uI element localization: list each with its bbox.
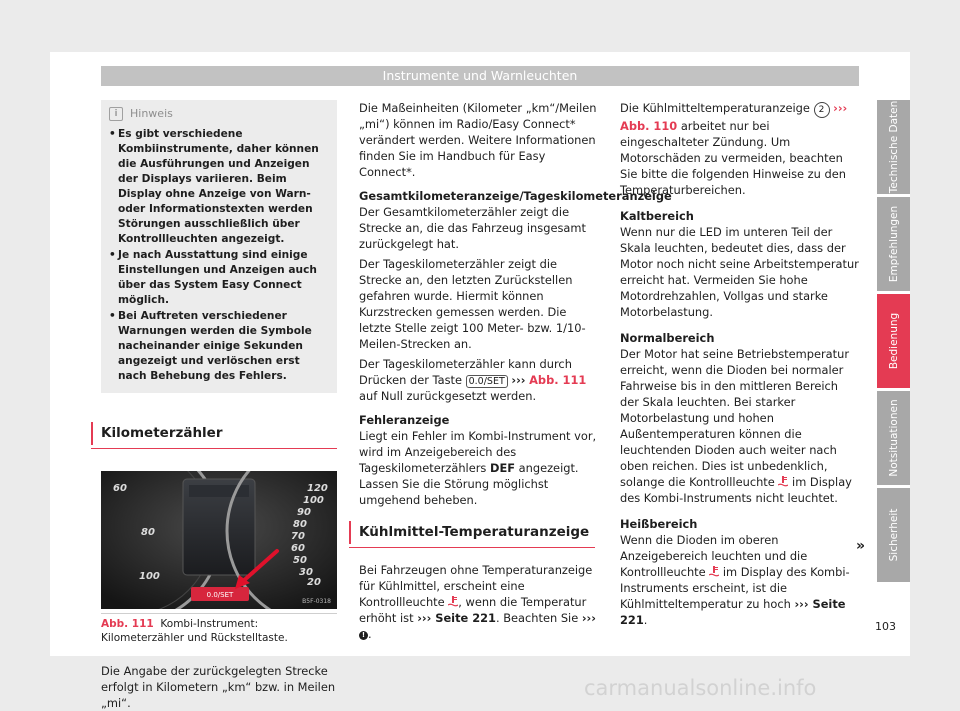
gauge-label: 100 (139, 571, 160, 582)
text-span: Bei Fahrzeugen ohne Temperaturanzeige für Kühlmittel, erscheint eine Kontrollleuchte (359, 563, 593, 609)
text-span: . (368, 627, 372, 641)
reset-button-label: 0.0/SET (206, 591, 234, 599)
hint-header (109, 106, 329, 121)
gauge-label: 80 (141, 527, 155, 538)
gauge-label: 120 (307, 483, 328, 494)
tab-notsituationen[interactable] (877, 391, 910, 485)
figure-code: B5F-0318 (302, 598, 331, 605)
paragraph (620, 532, 860, 628)
page-number: 103 (875, 620, 896, 633)
paragraph: Der Gesamtkilometerzähler zeigt die Strecke an, die das Fahrzeug insgesamt zurückgelegt hat. (359, 205, 586, 251)
text-span: auf Null zurückgesetzt werden. (359, 389, 537, 403)
coolant-temperature-icon (709, 566, 719, 577)
tab-label: Empfehlungen (887, 205, 900, 283)
text-span: Die Kühlmitteltemperaturanzeige (620, 101, 810, 115)
arrow-ref: ››› (581, 611, 596, 625)
coolant-temperature-icon (778, 476, 788, 487)
info-icon: i (109, 107, 123, 121)
watermark: carmanualsonline.info (584, 676, 817, 700)
text-span: arbeitet nur bei eingeschalteter Zündung. Um Motorschäden zu vermeiden, beachten Sie bitte die folgenden Hinweise zu den Temperaturbereichen. (620, 119, 846, 197)
tab-empfehlungen[interactable] (877, 197, 910, 291)
paragraph (620, 346, 860, 506)
caption-label: Abb. 111 (101, 618, 154, 630)
column-3 (620, 100, 860, 628)
section-title-kilometer (101, 425, 337, 449)
figure-link[interactable]: Abb. 110 (620, 119, 678, 133)
paragraph: Die Maßeinheiten (Kilometer „km“/Meilen „mi“) können im Radio/Easy Connect* verändert werden. Weitere Informationen finden Sie im Handbuch für Easy Connect*. (359, 101, 597, 179)
hint-item: • Es gibt verschiedene Kombiinstrumente, daher können die Ausführungen und Anzeigen der Displays variieren. Beim Display ohne Anzeige von Warn- oder Informationstexten werden Störungen ausschließlich über Kontrollleuchten angezeigt. (109, 127, 329, 247)
page-link[interactable]: ››› Seite 221 (620, 597, 846, 627)
gauge-label: 60 (113, 483, 127, 494)
text-span: im Display des Kombi-Instruments nicht leuchtet. (620, 475, 852, 505)
subheading: Fehleranzeige (359, 413, 450, 427)
section-title-coolant (359, 524, 599, 548)
callout-number: 2 (814, 102, 830, 118)
gauge-label: 30 (299, 567, 313, 578)
def-code: DEF (489, 461, 516, 475)
paragraph: Der Tageskilometerzähler zeigt die Strecke an, den letzten Zurückstellen gefahren wurde. Hiermit können Kurzstrecken gemessen werden. Die letzte Stelle zeigt 100 Meter- bzw. 1/10-Meilen-Strecken an. (359, 257, 586, 351)
text-span: , wenn die Temperatur erhöht ist (359, 595, 587, 625)
tab-label: Sicherheit (887, 508, 900, 562)
text-span: angezeigt. Lassen Sie die Störung möglichst umgehend beheben. (359, 461, 579, 507)
gauge-label: 90 (297, 507, 311, 518)
hint-box (101, 100, 337, 393)
gauge-label: 70 (291, 531, 305, 542)
text-span: Wenn die Dioden im oberen Anzeigebereich leuchten und die Kontrollleuchte (620, 533, 808, 579)
figure-caption (101, 613, 337, 645)
section-title-text: Kühlmittel-Temperaturanzeige (359, 524, 590, 540)
text-span: Liegt ein Fehler im Kombi-Instrument vor, wird im Anzeigebereich des Tageskilometerzählers (359, 429, 597, 475)
tab-technische-daten[interactable] (877, 100, 910, 194)
subheading: Kaltbereich (620, 209, 694, 223)
tab-label: Technische Daten (887, 100, 900, 194)
gauge-label: 20 (307, 577, 321, 588)
figure-instrument-cluster (101, 471, 337, 609)
hint-list (109, 127, 329, 384)
text-span: im Display des Kombi-Instruments erscheint, ist die Kühlmitteltemperatur zu hoch (620, 565, 850, 611)
hint-item: • Je nach Ausstattung sind einige Einstellungen und Anzeigen auch über das System Easy Connect möglich. (109, 248, 329, 308)
subheading: Heißbereich (620, 517, 698, 531)
display-bar (189, 485, 249, 497)
tab-bedienung[interactable] (877, 294, 910, 388)
hint-item: • Bei Auftreten verschiedener Warnungen werden die Symbole nacheinander einige Sekunden angezeigt und verlöschen erst nach Behebung des Fehlers. (109, 309, 329, 384)
page-header: Instrumente und Warnleuchten (101, 66, 859, 86)
tab-sicherheit[interactable] (877, 488, 910, 582)
gauge-label: 60 (291, 543, 305, 554)
gauge-label: 80 (293, 519, 307, 530)
arrow-ref: ››› (833, 101, 848, 115)
text-span: Der Motor hat seine Betriebstemperatur erreicht, wenn die Dioden bei normaler Fahrweise bis in den mittleren Bereich der Skala leuchten. Bei starker Motorbelastung und hohen Außentemperaturen können die leuchtenden Dioden auch weiter nach oben reichen. Dies ist unbedenklich, solange die Kontrollleuchte (620, 347, 850, 489)
paragraph: Die Angabe der zurückgelegten Strecke erfolgt in Kilometern „km“ bzw. in Meilen „mi“. (101, 664, 336, 710)
caption-text: Kombi-Instrument: Kilometerzähler und Rückstelltaste. (101, 618, 288, 644)
arrow-ref: ››› (511, 373, 526, 387)
gauge-label: 50 (293, 555, 307, 566)
text-span: . Beachten Sie (495, 611, 579, 625)
subheading: Gesamtkilometeranzeige/Tageskilometeranzeige (359, 189, 672, 203)
instrument-cluster-illustration (101, 471, 337, 609)
reset-key: 0.0/SET (466, 375, 508, 388)
tab-label: Bedienung (887, 312, 900, 370)
text-span: . (643, 613, 648, 627)
text-span: Der Tageskilometerzähler kann durch Drücken der Taste (359, 357, 572, 387)
figure-link[interactable]: Abb. 111 (529, 373, 587, 387)
subheading: Normalbereich (620, 331, 715, 345)
coolant-temperature-icon (448, 596, 458, 607)
gauge-label: 100 (303, 495, 324, 506)
paragraph (620, 100, 860, 198)
hint-title: Hinweis (130, 107, 173, 120)
page-link[interactable]: ››› Seite 221 (417, 611, 496, 625)
paragraph (359, 356, 599, 404)
paragraph (359, 562, 599, 642)
column-1 (101, 100, 337, 711)
section-title-text: Kilometerzähler (101, 425, 223, 441)
section-accent-bar (91, 422, 93, 445)
section-accent-bar (349, 521, 351, 544)
paragraph: Wenn nur die LED im unteren Teil der Skala leuchten, bedeutet dies, dass der Motor noch nicht seine Arbeitstemperatur erreicht hat. Vermeiden Sie hohe Motordrehzahlen, Vollgas und starke Motorbelastung. (620, 225, 859, 319)
warning-icon[interactable]: ! (359, 631, 368, 640)
paragraph (359, 428, 599, 508)
tab-label: Notsituationen (887, 399, 900, 477)
continue-marker: » (856, 538, 866, 554)
